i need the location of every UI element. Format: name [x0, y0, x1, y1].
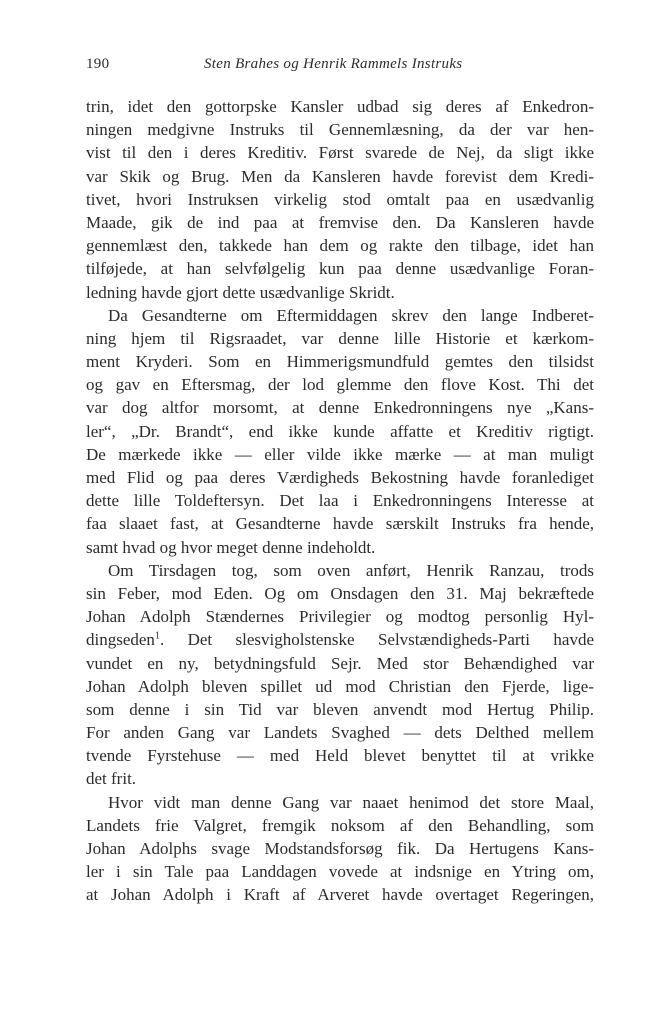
text-line: tilføjede, at han selvfølgelig kun paa denne usædvanlige Foran-: [86, 259, 594, 279]
text-line: Hvor vidt man denne Gang var naaet henimod det store Maal,: [108, 792, 594, 812]
text-line: ningen medgivne Instruks til Gennemlæsning, da der var hen-: [86, 120, 594, 140]
footnote-marker: 1: [154, 630, 160, 642]
text-line: Da Gesandterne om Eftermiddagen skrev den lange Indberet-: [108, 305, 594, 325]
text-line: og gav en Eftersmag, der lod glemme den flove Kost. Thi det: [86, 375, 594, 395]
text-line: dette lille Toldeftersyn. Det laa i Enkedronningens Interesse at: [86, 491, 594, 511]
text-line: sin Feber, mod Eden. Og om Onsdagen den 31. Maj bekræftede: [86, 583, 594, 603]
text-line: Om Tirsdagen tog, som oven anført, Henrik Ranzau, trods: [108, 560, 594, 580]
text-line: Landets frie Valgret, fremgik noksom af den Behandling, som: [86, 815, 594, 835]
text-line: De mærkede ikke — eller vilde ikke mærke — at man muligt: [86, 444, 594, 464]
text-line: faa slaaet fast, at Gesandterne havde særskilt Instruks fra hende,: [86, 514, 594, 534]
text-line: ler i sin Tale paa Landdagen vovede at indsnige en Ytring om,: [86, 862, 594, 882]
text-line: samt hvad og hvor meget denne indeholdt.: [86, 537, 376, 557]
text-line: var Skik og Brug. Men da Kansleren havde forevist dem Kredi-: [86, 166, 594, 186]
text-line: ler“, „Dr. Brandt“, end ikke kunde affatte et Kreditiv rigtigt.: [86, 421, 594, 441]
text-line: med Flid og paa deres Værdigheds Bekostning havde foranlediget: [86, 468, 594, 487]
text-segment: dingseden: [86, 630, 155, 650]
text-line: For anden Gang var Landets Svaghed — dets Delthed mellem: [86, 723, 594, 743]
text-line: var dog altfor morsomt, at denne Enkedronningens nye „Kans-: [86, 398, 594, 418]
text-line: Maade, gik de ind paa at fremvise den. Da Kansleren havde: [86, 212, 594, 232]
text-line: [86, 628, 594, 651]
text-line: ledning havde gjort dette usædvanlige Skridt.: [86, 282, 395, 302]
text-line: trin, idet den gottorpske Kansler udbad sig deres af Enkedron-: [86, 97, 594, 116]
text-line: tvende Fyrstehuse — med Held blevet benyttet til at vrikke: [86, 746, 594, 766]
text-line: vist til den i deres Kreditiv. Først svarede de Nej, da sligt ikke: [86, 143, 594, 163]
text-line: som denne i sin Tid var bleven anvendt mod Hertug Philip.: [86, 699, 594, 719]
text-line: Johan Adolph Stændernes Privilegier og modtog personlig Hyl-: [86, 607, 594, 627]
running-title: Sten Brahes og Henrik Rammels Instruks: [204, 56, 463, 72]
text-line: at Johan Adolph i Kraft af Arveret havde overtaget Regeringen,: [86, 885, 594, 905]
body-text: [86, 95, 594, 907]
text-line: tivet, hvori Instruksen virkelig stod omtalt paa en usædvanlig: [86, 189, 594, 209]
text-line: det frit.: [86, 769, 137, 789]
text-line: ning hjem til Rigsraadet, var denne lille Historie et kærkom-: [86, 328, 594, 348]
page-number: 190: [86, 56, 110, 72]
text-line: Johan Adolphs svage Modstandsforsøg fik. Da Hertugens Kans-: [86, 839, 594, 858]
text-line: gennemlæst den, takkede han dem og rakte den tilbage, idet han: [86, 236, 594, 256]
text-line: vundet en ny, betydningsfuld Sejr. Med stor Behændighed var: [86, 653, 594, 673]
page-header: [86, 56, 594, 78]
text-line: ment Kryderi. Som en Himmerigsmundfuld gemtes den tilsidst: [86, 352, 594, 372]
text-segment: . Det slesvigholstenske Selvstændigheds-Parti havde: [159, 630, 594, 650]
text-line: Johan Adolph bleven spillet ud mod Christian den Fjerde, lige-: [86, 676, 594, 696]
